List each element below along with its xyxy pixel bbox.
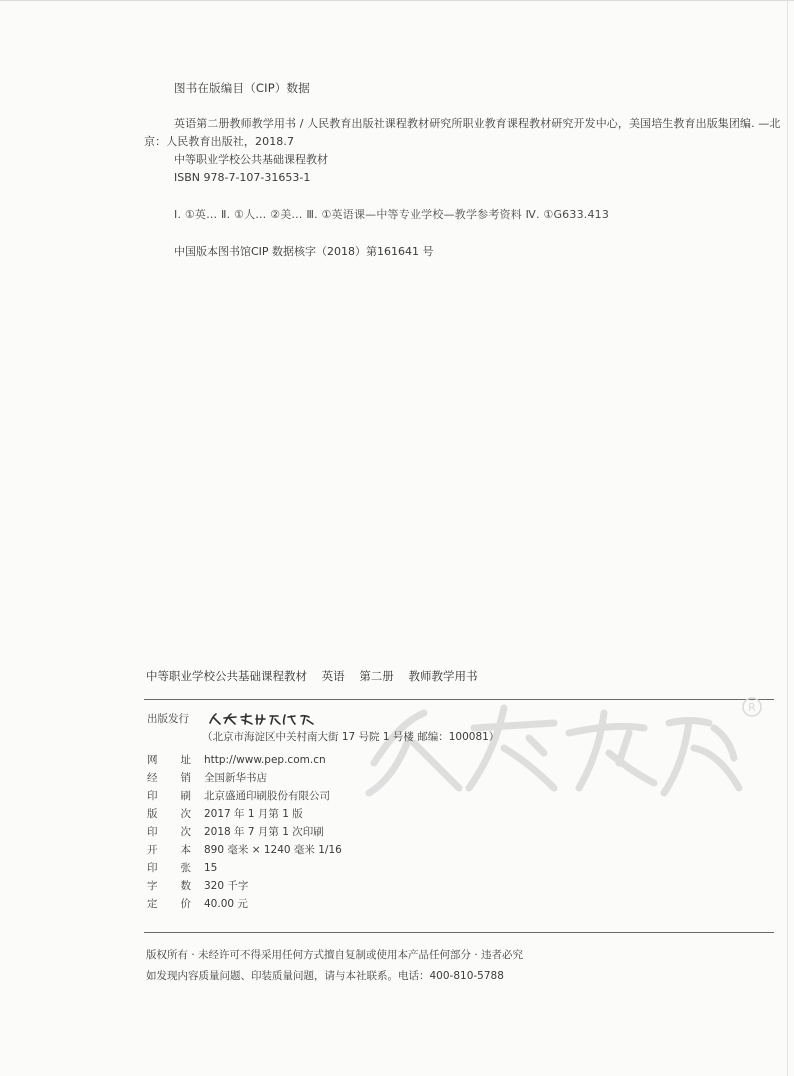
info-label <box>147 859 191 877</box>
label-char: 网 <box>147 754 158 766</box>
publisher-watermark <box>354 693 774 803</box>
price-value: 40.00 元 <box>204 898 248 910</box>
page-edge-right <box>787 0 788 1076</box>
label-char: 销 <box>180 772 191 784</box>
label-char: 本 <box>180 844 191 856</box>
cip-classification: Ⅰ. ①英… Ⅱ. ①人… ②美… Ⅲ. ①英语课—中等专业学校—教学参考资料 Ⅳ. ①G633.413 <box>174 208 610 221</box>
info-label <box>147 787 191 805</box>
label-char: 价 <box>180 898 191 910</box>
quality-contact-line: 如发现内容质量问题、印装质量问题，请与本社联系。电话：400-810-5788 <box>146 970 504 982</box>
printer-value: 北京盛通印刷股份有限公司 <box>204 790 330 802</box>
cip-series: 中等职业学校公共基础课程教材 <box>174 153 328 166</box>
publisher-address: （北京市海淀区中关村南大街 17 号院 1 号楼 邮编：100081） <box>202 731 500 743</box>
distributor-value: 全国新华书店 <box>204 772 267 784</box>
book-title-subject: 英语 <box>321 669 345 683</box>
book-title-type: 教师教学用书 <box>408 669 478 683</box>
info-label <box>147 841 191 859</box>
label-char: 开 <box>147 844 158 856</box>
cip-entry: 英语第二册教师教学用书 / 人民教育出版社课程教材研究所职业教育课程教材研究开发中心，美国培生教育出版集团编. —北京：人民教育出版社，2018.7 <box>144 117 781 148</box>
cip-isbn: ISBN 978-7-107-31653-1 <box>174 171 311 184</box>
label-char: 印 <box>147 862 158 874</box>
label-char: 印 <box>147 826 158 838</box>
label-char: 址 <box>180 754 191 766</box>
publisher-logo <box>207 712 317 726</box>
divider-top <box>144 699 774 700</box>
edition-value: 2017 年 1 月第 1 版 <box>204 808 303 820</box>
info-label <box>147 751 191 769</box>
book-title-series: 中等职业学校公共基础课程教材 <box>146 669 307 683</box>
label-char: 张 <box>180 862 191 874</box>
info-label <box>147 823 191 841</box>
book-title-volume: 第二册 <box>359 669 394 683</box>
info-label <box>147 805 191 823</box>
copyright-notice <box>146 945 523 987</box>
sheets-value: 15 <box>204 862 218 874</box>
cip-title: 图书在版编目（CIP）数据 <box>174 81 310 95</box>
website-value: http://www.pep.com.cn <box>204 754 326 766</box>
format-value: 890 毫米 × 1240 毫米 1/16 <box>204 844 342 856</box>
label-char: 数 <box>180 880 191 892</box>
cip-record-number: 中国版本图书馆CIP 数据核字（2018）第161641 号 <box>174 245 434 258</box>
page-edge <box>0 0 794 1</box>
label-char: 定 <box>147 898 158 910</box>
label-char: 次 <box>180 826 191 838</box>
book-title <box>146 668 488 684</box>
label-char: 版 <box>147 808 158 820</box>
copyright-line: 版权所有 · 未经许可不得采用任何方式擅自复制或使用本产品任何部分 · 违者必究 <box>146 949 524 961</box>
divider-bottom <box>144 932 774 933</box>
publisher-label: 出版发行 <box>147 713 189 725</box>
label-char: 字 <box>147 880 158 892</box>
wordcount-value: 320 千字 <box>204 880 249 892</box>
svg-text:R: R <box>748 701 756 714</box>
info-label <box>147 769 191 787</box>
label-char: 次 <box>180 808 191 820</box>
label-char: 经 <box>147 772 158 784</box>
impression-value: 2018 年 7 月第 1 次印刷 <box>204 826 324 838</box>
info-label <box>147 877 191 895</box>
label-char: 刷 <box>180 790 191 802</box>
info-label <box>147 895 191 913</box>
label-char: 印 <box>147 790 158 802</box>
